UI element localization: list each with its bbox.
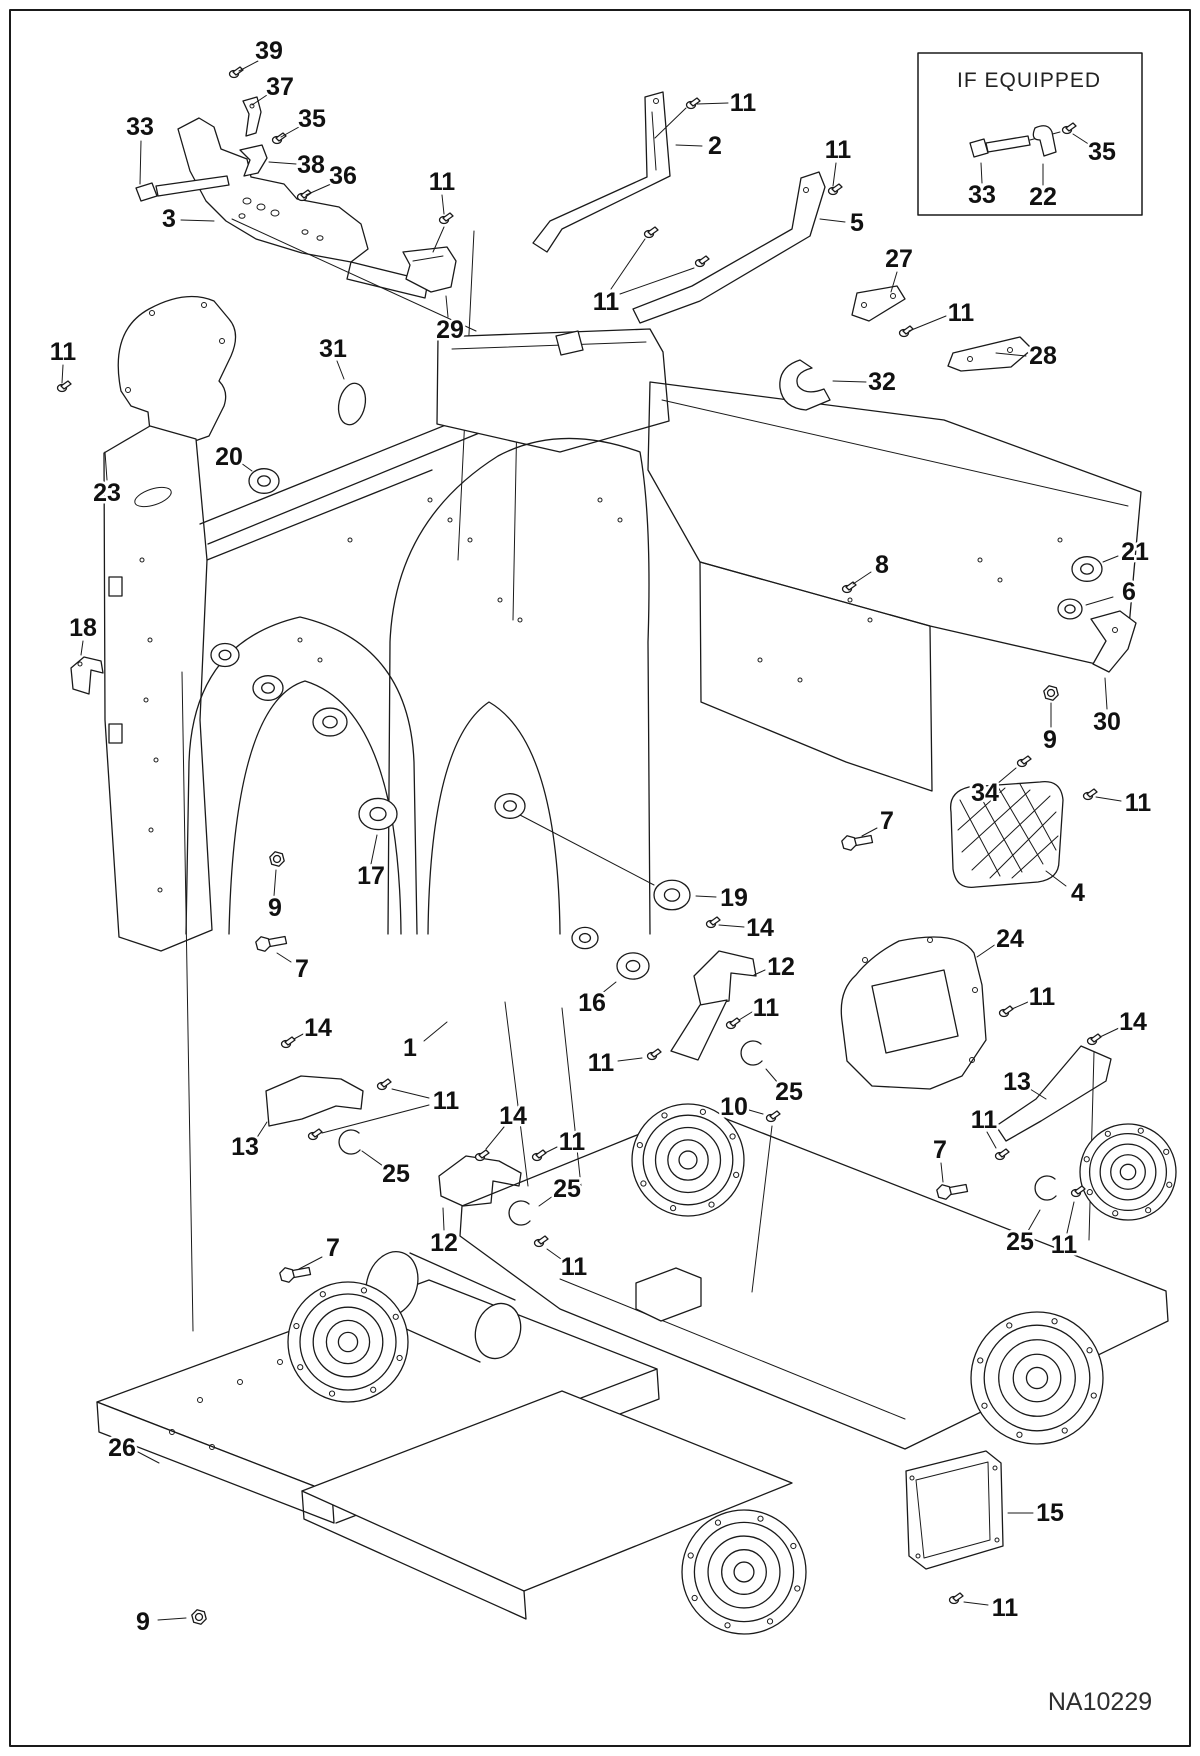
bushing-glyph xyxy=(654,880,690,910)
drive-motor-drawing xyxy=(682,1510,806,1634)
callout-label: 7 xyxy=(326,1234,340,1262)
leader-line xyxy=(696,896,716,897)
motor-circle xyxy=(682,1510,806,1634)
bolt-glyph xyxy=(256,937,287,952)
callout-label: 14 xyxy=(304,1014,332,1042)
screw-tip xyxy=(651,1049,661,1057)
screw-glyph xyxy=(1088,1034,1102,1045)
leader-line xyxy=(697,103,728,104)
clip-glyph xyxy=(339,1130,360,1154)
screw-glyph xyxy=(230,67,244,78)
callout-label: 16 xyxy=(578,989,606,1017)
callout-label: 19 xyxy=(720,884,748,912)
screw-tip xyxy=(1021,756,1031,764)
callout-label: 18 xyxy=(69,614,97,642)
callout-label: 25 xyxy=(1006,1228,1034,1256)
leader-line xyxy=(424,1022,447,1041)
callout-label: 29 xyxy=(436,316,464,344)
leader-line xyxy=(392,1089,429,1098)
callout-label: 20 xyxy=(215,443,243,471)
screw-tip xyxy=(1091,1034,1101,1042)
bolt-glyph xyxy=(842,836,873,851)
leader-line xyxy=(997,768,1016,784)
callout-label: 11 xyxy=(560,1253,588,1281)
callout-label: 14 xyxy=(1119,1008,1147,1036)
screw-tip xyxy=(710,917,720,925)
clip-c-shape xyxy=(741,1041,762,1065)
leader-line xyxy=(62,365,63,383)
callout-label: 11 xyxy=(947,299,975,327)
callout-label: 11 xyxy=(1124,789,1152,817)
bushing-glyph xyxy=(249,469,279,494)
screw-glyph xyxy=(687,98,701,109)
callout-label: 11 xyxy=(991,1594,1019,1622)
screw-tip xyxy=(730,1018,740,1026)
callout-label: 7 xyxy=(295,955,309,983)
screw-tip xyxy=(1066,123,1076,131)
nut-hex xyxy=(192,1610,206,1624)
nut-glyph xyxy=(192,1610,206,1624)
leader-line xyxy=(1105,678,1107,709)
leader-line xyxy=(977,944,996,957)
callout-label: 17 xyxy=(357,862,385,890)
leader-line xyxy=(362,1151,383,1166)
screw-tip xyxy=(233,67,243,75)
leader-line xyxy=(306,184,331,195)
callout-label: 4 xyxy=(1071,879,1085,907)
bolt-hex xyxy=(937,1185,951,1199)
screw-glyph xyxy=(648,1049,662,1060)
motor-circle xyxy=(1080,1124,1176,1220)
leader-line xyxy=(442,195,444,214)
nut-glyph xyxy=(1044,686,1058,700)
leader-line xyxy=(277,953,291,962)
leader-line xyxy=(618,1058,642,1061)
screw-tip xyxy=(536,1150,546,1158)
screw-glyph xyxy=(696,256,710,267)
callout-label: 2 xyxy=(708,132,722,160)
clip-c-shape xyxy=(1035,1176,1056,1200)
callout-label: 11 xyxy=(752,994,780,1022)
if-equipped-art xyxy=(970,126,1060,157)
leader-line xyxy=(749,1110,763,1114)
callout-label: 11 xyxy=(592,288,620,316)
callout-label: 8 xyxy=(875,551,889,579)
leader-line xyxy=(299,1257,322,1269)
leader-line xyxy=(269,162,296,164)
callout-label: 10 xyxy=(720,1093,748,1121)
screw-glyph xyxy=(1018,756,1032,767)
leader-line xyxy=(539,1196,553,1206)
leader-line xyxy=(371,835,377,864)
screw-glyph xyxy=(1000,1006,1014,1017)
callout-label: 6 xyxy=(1122,578,1136,606)
leader-line xyxy=(1012,1002,1028,1009)
callout-label: 35 xyxy=(1088,138,1116,166)
bushing-outer xyxy=(249,469,279,494)
screw-glyph xyxy=(900,326,914,337)
callout-label: 5 xyxy=(850,209,864,237)
screw-glyph xyxy=(1084,789,1098,800)
bushing-glyph xyxy=(495,794,525,819)
screw-tip xyxy=(312,1129,322,1137)
callout-label: 34 xyxy=(971,779,999,807)
callout-label: 31 xyxy=(319,335,347,363)
callout-label: 1 xyxy=(403,1034,417,1062)
clip-c-shape xyxy=(339,1130,360,1154)
screw-tip xyxy=(285,1037,295,1045)
bushing-outer xyxy=(313,708,347,736)
bushing-glyph xyxy=(359,798,397,829)
screw-glyph xyxy=(378,1079,392,1090)
callout-label: 25 xyxy=(382,1160,410,1188)
bushing-glyph xyxy=(253,676,283,701)
screw-tip xyxy=(381,1079,391,1087)
callout-label: 25 xyxy=(775,1078,803,1106)
screw-tip xyxy=(1003,1006,1013,1014)
callout-label: 33 xyxy=(968,181,996,209)
leader-line xyxy=(862,828,877,836)
callout-label: 7 xyxy=(933,1136,947,1164)
callout-label: 12 xyxy=(430,1229,458,1257)
leader-line xyxy=(443,1208,444,1230)
screw-glyph xyxy=(58,381,72,392)
leader-line xyxy=(337,361,344,379)
leader-line xyxy=(158,1618,186,1620)
callout-label: 14 xyxy=(499,1102,527,1130)
callout-label: 11 xyxy=(587,1049,615,1077)
leader-line xyxy=(833,381,866,382)
screw-glyph xyxy=(727,1018,741,1029)
callout-label: 11 xyxy=(1028,983,1056,1011)
clip-glyph xyxy=(741,1041,762,1065)
leader-line xyxy=(545,1147,557,1153)
leader-line xyxy=(739,1012,752,1020)
clip-c-shape xyxy=(509,1201,530,1225)
screw-glyph xyxy=(1072,1186,1086,1197)
bolt-hex xyxy=(842,836,856,850)
callout-label: 25 xyxy=(553,1175,581,1203)
callout-label: 9 xyxy=(1043,726,1057,754)
leader-line xyxy=(1103,556,1118,562)
leader-line xyxy=(981,163,982,183)
callout-label: 28 xyxy=(1029,342,1057,370)
bolt-hex xyxy=(256,937,270,951)
screw-glyph xyxy=(950,1593,964,1604)
callout-label: 11 xyxy=(432,1087,460,1115)
bushing-outer xyxy=(1058,599,1082,619)
if-equipped-title: IF EQUIPPED xyxy=(956,69,1102,92)
leader-line xyxy=(987,1132,996,1148)
leader-line xyxy=(1067,1202,1074,1233)
callout-label: 26 xyxy=(108,1434,136,1462)
callout-label: 24 xyxy=(996,925,1024,953)
leader-line xyxy=(853,572,871,584)
callout-label: 11 xyxy=(729,89,757,117)
bushing-glyph xyxy=(211,644,239,667)
leader-line xyxy=(274,870,276,896)
callout-label: 11 xyxy=(558,1128,586,1156)
leader-line xyxy=(1086,597,1113,605)
callout-label: 13 xyxy=(231,1133,259,1161)
leader-line xyxy=(964,1602,988,1605)
bushing-outer xyxy=(211,644,239,667)
screw-glyph xyxy=(535,1236,549,1247)
callout-label: 11 xyxy=(49,338,77,366)
bushing-glyph xyxy=(313,708,347,736)
nut-hex xyxy=(270,852,284,866)
bushing-outer xyxy=(572,927,598,948)
leader-line xyxy=(486,1127,504,1149)
screw-glyph xyxy=(829,184,843,195)
callout-label: 27 xyxy=(885,245,913,273)
callout-label: 15 xyxy=(1036,1499,1064,1527)
screw-tip xyxy=(1075,1186,1085,1194)
bushing-glyph xyxy=(1072,557,1102,582)
bolt-glyph xyxy=(280,1268,311,1283)
callout-label: 35 xyxy=(298,105,326,133)
bushing-glyph xyxy=(572,927,598,948)
callout-label: 11 xyxy=(824,136,852,164)
screw-tip xyxy=(953,1593,963,1601)
screw-glyph xyxy=(767,1111,781,1122)
screw-glyph xyxy=(440,213,454,224)
bushing-outer xyxy=(359,798,397,829)
leader-line xyxy=(1100,1028,1119,1037)
leader-line xyxy=(547,1249,561,1259)
bushing-outer xyxy=(654,880,690,910)
callout-label: 11 xyxy=(970,1106,998,1134)
screw-glyph xyxy=(282,1037,296,1048)
callout-label: 11 xyxy=(1050,1231,1078,1259)
leader-line xyxy=(611,239,645,289)
screw-tip xyxy=(1087,789,1097,797)
bushing-glyph xyxy=(1058,599,1082,619)
callout-label: 23 xyxy=(93,479,121,507)
screw-glyph xyxy=(273,133,287,144)
bolt-hex xyxy=(280,1268,294,1282)
figure-code: NA10229 xyxy=(1047,1688,1153,1716)
callout-label: 12 xyxy=(767,953,795,981)
leader-line xyxy=(81,641,83,655)
callout-label: 22 xyxy=(1029,183,1057,211)
leader-line xyxy=(1096,797,1121,801)
bushing-glyph xyxy=(617,953,649,979)
callout-label: 32 xyxy=(868,368,896,396)
callout-label: 13 xyxy=(1003,1068,1031,1096)
screw-glyph xyxy=(533,1150,547,1161)
callout-label: 11 xyxy=(428,168,456,196)
callout-label: 3 xyxy=(162,205,176,233)
bushing-outer xyxy=(617,953,649,979)
bolt-glyph xyxy=(937,1185,968,1200)
leader-line xyxy=(181,220,214,221)
screw-glyph xyxy=(645,227,659,238)
callout-label: 9 xyxy=(136,1608,150,1636)
bushing-outer xyxy=(253,676,283,701)
drive-motor-drawing xyxy=(288,1282,408,1402)
screw-tip xyxy=(479,1150,489,1158)
screw-glyph xyxy=(707,917,721,928)
leader-line xyxy=(446,296,448,317)
motor-circle xyxy=(288,1282,408,1402)
screw-glyph xyxy=(298,190,312,201)
callout-label: 30 xyxy=(1093,708,1121,736)
leader-line xyxy=(322,1105,429,1133)
screw-tip xyxy=(648,227,658,235)
screw-tip xyxy=(999,1149,1009,1157)
nut-glyph xyxy=(270,852,284,866)
leader-line xyxy=(719,925,744,927)
leader-line xyxy=(140,141,141,184)
screw-tip xyxy=(690,98,700,106)
leader-line xyxy=(820,219,845,222)
screw-glyph xyxy=(309,1129,323,1140)
bushing-outer xyxy=(1072,557,1102,582)
callout-label: 21 xyxy=(1121,538,1149,566)
callout-label: 39 xyxy=(255,37,283,65)
drive-motor-drawing xyxy=(1080,1124,1176,1220)
leader-line xyxy=(676,145,702,146)
clip-glyph xyxy=(509,1201,530,1225)
callout-label: 37 xyxy=(266,73,294,101)
nut-hex xyxy=(1044,686,1058,700)
clip-glyph xyxy=(1035,1176,1056,1200)
screw-tip xyxy=(699,256,709,264)
leader-line xyxy=(281,127,299,137)
motor-circle xyxy=(971,1312,1103,1444)
callout-label: 36 xyxy=(329,162,357,190)
screw-glyph xyxy=(1063,123,1077,134)
callout-label: 7 xyxy=(880,807,894,835)
screw-tip xyxy=(538,1236,548,1244)
leader-line xyxy=(833,163,836,186)
leader-line xyxy=(909,316,946,331)
bushing-outer xyxy=(495,794,525,819)
screw-tip xyxy=(770,1111,780,1119)
callout-label: 38 xyxy=(297,151,325,179)
callout-label: 14 xyxy=(746,914,774,942)
callout-label: 9 xyxy=(268,894,282,922)
callout-label: 33 xyxy=(126,113,154,141)
screw-tip xyxy=(443,213,453,221)
leader-line xyxy=(941,1163,943,1182)
drive-motor-drawing xyxy=(971,1312,1103,1444)
screw-glyph xyxy=(996,1149,1010,1160)
